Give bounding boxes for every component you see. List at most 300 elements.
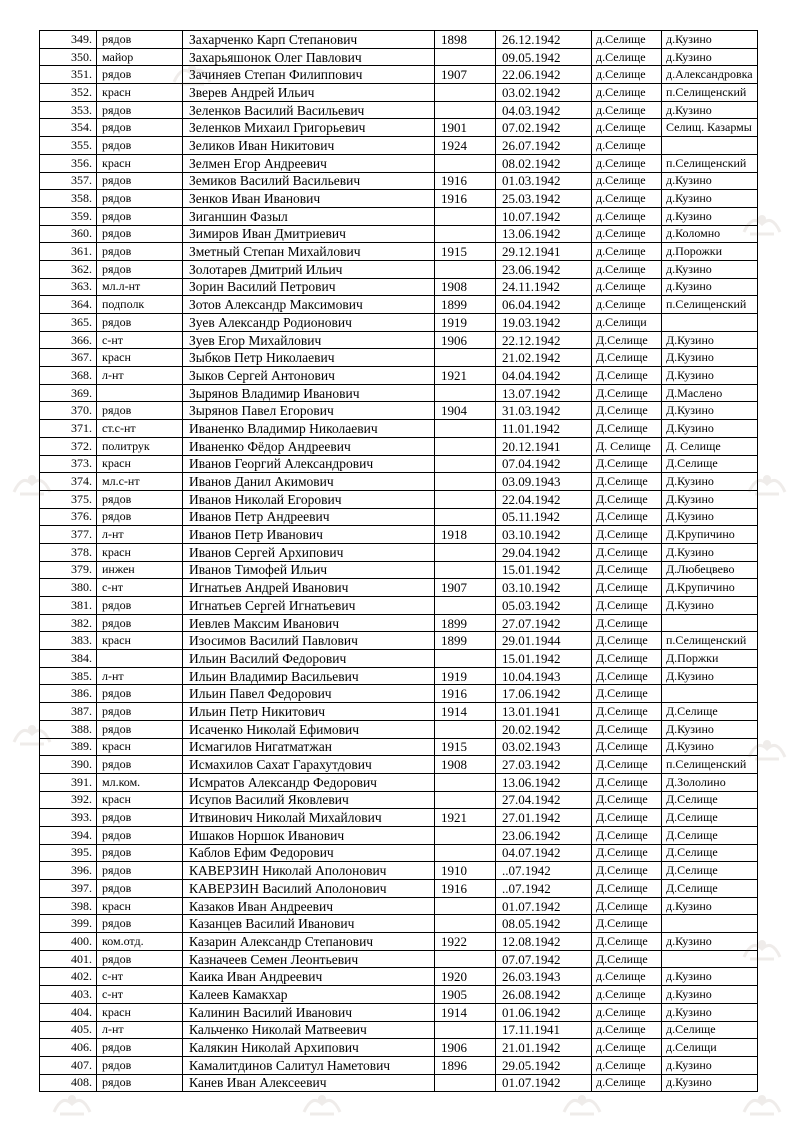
rank-cell: красн [97, 897, 183, 915]
rank-cell: рядов [97, 314, 183, 332]
row-number: 374. [40, 473, 97, 491]
death-date-cell: 03.02.1942 [496, 84, 592, 102]
rank-cell: с-нт [97, 968, 183, 986]
row-number: 363. [40, 278, 97, 296]
birth-year-cell [435, 48, 496, 66]
rank-cell: рядов [97, 172, 183, 190]
burial-place-cell: Д.Селище [662, 844, 758, 862]
birth-year-cell: 1901 [435, 119, 496, 137]
birth-year-cell [435, 508, 496, 526]
death-place-cell: Д.Селище [592, 773, 662, 791]
name-cell: Каблов Ефим Федорович [183, 844, 435, 862]
death-date-cell: 27.07.1942 [496, 614, 592, 632]
death-place-cell: Д.Селище [592, 455, 662, 473]
death-date-cell: 19.03.1942 [496, 314, 592, 332]
rank-cell: рядов [97, 190, 183, 208]
death-date-cell: 12.08.1942 [496, 933, 592, 951]
rank-cell [97, 384, 183, 402]
death-date-cell: 01.07.1942 [496, 1074, 592, 1092]
birth-year-cell [435, 490, 496, 508]
death-date-cell: 03.09.1943 [496, 473, 592, 491]
birth-year-cell [435, 455, 496, 473]
burial-place-cell: Д.Кузино [662, 331, 758, 349]
row-number: 392. [40, 791, 97, 809]
birth-year-cell [435, 101, 496, 119]
row-number: 381. [40, 597, 97, 615]
rank-cell: красн [97, 154, 183, 172]
burial-place-cell: д.Кузино [662, 172, 758, 190]
death-date-cell: 23.06.1942 [496, 826, 592, 844]
death-date-cell: 26.08.1942 [496, 986, 592, 1004]
row-number: 367. [40, 349, 97, 367]
table-row [40, 809, 758, 827]
row-number: 382. [40, 614, 97, 632]
rank-cell: рядов [97, 703, 183, 721]
row-number: 390. [40, 756, 97, 774]
death-place-cell: Д.Селище [592, 561, 662, 579]
name-cell: Ишаков Норшок Иванович [183, 826, 435, 844]
birth-year-cell: 1924 [435, 137, 496, 155]
burial-place-cell: д.Кузино [662, 101, 758, 119]
death-place-cell: Д.Селище [592, 826, 662, 844]
death-place-cell: д.Селище [592, 66, 662, 84]
rank-cell: красн [97, 738, 183, 756]
row-number: 407. [40, 1056, 97, 1074]
burial-place-cell: д.Порожки [662, 243, 758, 261]
name-cell: Казанцев Василий Иванович [183, 915, 435, 933]
table-row [40, 826, 758, 844]
burial-place-cell: Д.Зололино [662, 773, 758, 791]
table-row [40, 685, 758, 703]
row-number: 380. [40, 579, 97, 597]
table-row [40, 703, 758, 721]
row-number: 408. [40, 1074, 97, 1092]
table-row [40, 632, 758, 650]
death-date-cell: 26.03.1943 [496, 968, 592, 986]
death-date-cell: 22.12.1942 [496, 331, 592, 349]
birth-year-cell: 1915 [435, 738, 496, 756]
name-cell: Камалитдинов Салитул Наметович [183, 1056, 435, 1074]
table-row [40, 773, 758, 791]
name-cell: КАВЕРЗИН Николай Аполонович [183, 862, 435, 880]
death-place-cell: Д.Селище [592, 862, 662, 880]
death-place-cell: д.Селище [592, 84, 662, 102]
rank-cell: рядов [97, 844, 183, 862]
death-date-cell: 15.01.1942 [496, 561, 592, 579]
table-row [40, 791, 758, 809]
death-place-cell: Д.Селище [592, 685, 662, 703]
burial-place-cell: Д.Кузино [662, 667, 758, 685]
death-place-cell: д.Селище [592, 119, 662, 137]
rank-cell: рядов [97, 809, 183, 827]
row-number: 365. [40, 314, 97, 332]
row-number: 372. [40, 437, 97, 455]
rank-cell: рядов [97, 950, 183, 968]
birth-year-cell [435, 720, 496, 738]
table-row [40, 137, 758, 155]
row-number: 398. [40, 897, 97, 915]
birth-year-cell [435, 1074, 496, 1092]
death-place-cell: Д.Селище [592, 791, 662, 809]
birth-year-cell [435, 225, 496, 243]
death-date-cell: ..07.1942 [496, 862, 592, 880]
name-cell: Зуев Егор Михайлович [183, 331, 435, 349]
death-place-cell: д.Селище [592, 154, 662, 172]
burial-place-cell: Д.Селище [662, 862, 758, 880]
name-cell: Калинин Василий Иванович [183, 1003, 435, 1021]
death-date-cell: 22.06.1942 [496, 66, 592, 84]
birth-year-cell: 1916 [435, 685, 496, 703]
table-row [40, 614, 758, 632]
table-row [40, 756, 758, 774]
rank-cell: рядов [97, 1074, 183, 1092]
name-cell: Иванов Николай Егорович [183, 490, 435, 508]
birth-year-cell: 1921 [435, 809, 496, 827]
death-place-cell: Д.Селище [592, 490, 662, 508]
burial-place-cell: д.Кузино [662, 1056, 758, 1074]
burial-place-cell: п.Селищенский [662, 84, 758, 102]
birth-year-cell [435, 84, 496, 102]
table-row [40, 260, 758, 278]
burial-place-cell: Д.Кузино [662, 597, 758, 615]
row-number: 401. [40, 950, 97, 968]
name-cell: Калякин Николай Архипович [183, 1039, 435, 1057]
death-place-cell: д.Селище [592, 296, 662, 314]
rank-cell: рядов [97, 31, 183, 49]
death-place-cell: Д.Селище [592, 614, 662, 632]
table-row [40, 880, 758, 898]
rank-cell: л-нт [97, 526, 183, 544]
rank-cell: красн [97, 791, 183, 809]
burial-place-cell [662, 685, 758, 703]
burial-roll-table [39, 30, 758, 1092]
table-row [40, 84, 758, 102]
death-date-cell: 20.12.1941 [496, 437, 592, 455]
burial-place-cell: д.Кузино [662, 897, 758, 915]
death-date-cell: 07.07.1942 [496, 950, 592, 968]
row-number: 349. [40, 31, 97, 49]
table-row [40, 1021, 758, 1039]
birth-year-cell [435, 384, 496, 402]
row-number: 369. [40, 384, 97, 402]
death-place-cell: д.Селище [592, 1021, 662, 1039]
name-cell: Иванов Петр Иванович [183, 526, 435, 544]
table-row [40, 950, 758, 968]
death-place-cell: д.Селище [592, 137, 662, 155]
death-date-cell: 13.06.1942 [496, 225, 592, 243]
death-date-cell: 03.02.1943 [496, 738, 592, 756]
name-cell: Калеев Камакхар [183, 986, 435, 1004]
rank-cell: красн [97, 1003, 183, 1021]
birth-year-cell: 1906 [435, 1039, 496, 1057]
death-place-cell: Д.Селище [592, 756, 662, 774]
death-place-cell: Д.Селище [592, 703, 662, 721]
rank-cell: мл.л-нт [97, 278, 183, 296]
death-date-cell: 01.06.1942 [496, 1003, 592, 1021]
birth-year-cell [435, 773, 496, 791]
death-date-cell: 31.03.1942 [496, 402, 592, 420]
birth-year-cell [435, 561, 496, 579]
table-row [40, 402, 758, 420]
death-place-cell: Д.Селище [592, 950, 662, 968]
death-date-cell: 21.02.1942 [496, 349, 592, 367]
death-place-cell: д.Селище [592, 968, 662, 986]
name-cell: Захарченко Карп Степанович [183, 31, 435, 49]
burial-place-cell: Д.Кузино [662, 738, 758, 756]
table-row [40, 490, 758, 508]
table-row [40, 331, 758, 349]
name-cell: Итвинович Николай Михайлович [183, 809, 435, 827]
row-number: 405. [40, 1021, 97, 1039]
name-cell: Зачиняев Степан Филиппович [183, 66, 435, 84]
birth-year-cell: 1922 [435, 933, 496, 951]
rank-cell: рядов [97, 402, 183, 420]
rank-cell: л-нт [97, 367, 183, 385]
table-row [40, 986, 758, 1004]
death-place-cell: д.Селищи [592, 314, 662, 332]
death-date-cell: 20.02.1942 [496, 720, 592, 738]
birth-year-cell [435, 473, 496, 491]
death-place-cell: Д.Селище [592, 526, 662, 544]
rank-cell: рядов [97, 66, 183, 84]
burial-place-cell: п.Селищенский [662, 296, 758, 314]
burial-place-cell: п.Селищенский [662, 154, 758, 172]
death-date-cell: 24.11.1942 [496, 278, 592, 296]
death-place-cell: Д.Селище [592, 650, 662, 668]
birth-year-cell [435, 543, 496, 561]
birth-year-cell: 1899 [435, 632, 496, 650]
burial-place-cell: Д.Селище [662, 880, 758, 898]
table-row [40, 1074, 758, 1092]
row-number: 359. [40, 207, 97, 225]
watermark-ornament-icon [300, 1090, 344, 1118]
table-row [40, 278, 758, 296]
table-row [40, 650, 758, 668]
burial-place-cell: д.Кузино [662, 1003, 758, 1021]
burial-place-cell: д.Кузино [662, 31, 758, 49]
row-number: 403. [40, 986, 97, 1004]
burial-place-cell: д.Коломно [662, 225, 758, 243]
rank-cell: л-нт [97, 667, 183, 685]
row-number: 386. [40, 685, 97, 703]
name-cell: Зуев Александр Родионович [183, 314, 435, 332]
row-number: 395. [40, 844, 97, 862]
row-number: 353. [40, 101, 97, 119]
burial-place-cell: Д.Кузино [662, 402, 758, 420]
rank-cell: красн [97, 632, 183, 650]
burial-place-cell: Д.Кузино [662, 490, 758, 508]
burial-place-cell: Д.Кузино [662, 473, 758, 491]
death-date-cell: 29.04.1942 [496, 543, 592, 561]
row-number: 371. [40, 420, 97, 438]
burial-place-cell [662, 950, 758, 968]
name-cell: Изосимов Василий Павлович [183, 632, 435, 650]
rank-cell: с-нт [97, 986, 183, 1004]
name-cell: Канев Иван Алексеевич [183, 1074, 435, 1092]
name-cell: Зеленков Михаил Григорьевич [183, 119, 435, 137]
table-row [40, 225, 758, 243]
row-number: 358. [40, 190, 97, 208]
row-number: 399. [40, 915, 97, 933]
name-cell: Казначеев Семен Леонтьевич [183, 950, 435, 968]
death-date-cell: 07.02.1942 [496, 119, 592, 137]
death-date-cell: 17.06.1942 [496, 685, 592, 703]
burial-place-cell: д.Кузино [662, 207, 758, 225]
death-place-cell: д.Селище [592, 1074, 662, 1092]
death-place-cell: д.Селище [592, 101, 662, 119]
birth-year-cell [435, 826, 496, 844]
rank-cell: подполк [97, 296, 183, 314]
burial-place-cell: д.Селище [662, 1021, 758, 1039]
death-place-cell: д.Селище [592, 278, 662, 296]
table-row [40, 915, 758, 933]
row-number: 354. [40, 119, 97, 137]
death-place-cell: Д.Селище [592, 933, 662, 951]
birth-year-cell [435, 260, 496, 278]
death-date-cell: 09.05.1942 [496, 48, 592, 66]
burial-place-cell [662, 137, 758, 155]
table-row [40, 314, 758, 332]
birth-year-cell: 1907 [435, 66, 496, 84]
death-date-cell: 01.07.1942 [496, 897, 592, 915]
rank-cell: мл.с-нт [97, 473, 183, 491]
birth-year-cell: 1916 [435, 190, 496, 208]
rank-cell: рядов [97, 1039, 183, 1057]
name-cell: Иванов Георгий Александрович [183, 455, 435, 473]
row-number: 389. [40, 738, 97, 756]
table-row [40, 455, 758, 473]
table-row [40, 1003, 758, 1021]
row-number: 357. [40, 172, 97, 190]
rank-cell: красн [97, 543, 183, 561]
death-place-cell: д.Селище [592, 1003, 662, 1021]
rank-cell: л-нт [97, 1021, 183, 1039]
row-number: 383. [40, 632, 97, 650]
death-date-cell: 13.01.1941 [496, 703, 592, 721]
burial-place-cell: д.Кузино [662, 278, 758, 296]
death-date-cell: 03.10.1942 [496, 579, 592, 597]
death-date-cell: 11.01.1942 [496, 420, 592, 438]
burial-place-cell: Д.Селище [662, 791, 758, 809]
row-number: 362. [40, 260, 97, 278]
death-place-cell: Д.Селище [592, 473, 662, 491]
row-number: 356. [40, 154, 97, 172]
death-date-cell: 23.06.1942 [496, 260, 592, 278]
name-cell: КАВЕРЗИН Василий Аполонович [183, 880, 435, 898]
rank-cell: мл.ком. [97, 773, 183, 791]
birth-year-cell [435, 597, 496, 615]
name-cell: Каика Иван Андреевич [183, 968, 435, 986]
burial-place-cell: д.Кузино [662, 260, 758, 278]
burial-place-cell: Д.Селище [662, 455, 758, 473]
death-place-cell: д.Селище [592, 172, 662, 190]
birth-year-cell: 1896 [435, 1056, 496, 1074]
name-cell: Ильин Владимир Васильевич [183, 667, 435, 685]
row-number: 366. [40, 331, 97, 349]
rank-cell: рядов [97, 614, 183, 632]
death-place-cell: Д.Селище [592, 632, 662, 650]
table-row [40, 720, 758, 738]
death-date-cell: ..07.1942 [496, 880, 592, 898]
death-place-cell: д.Селище [592, 243, 662, 261]
rank-cell: рядов [97, 508, 183, 526]
name-cell: Игнатьев Сергей Игнатьевич [183, 597, 435, 615]
row-number: 355. [40, 137, 97, 155]
table-row [40, 667, 758, 685]
rank-cell: рядов [97, 597, 183, 615]
name-cell: Казарин Александр Степанович [183, 933, 435, 951]
birth-year-cell: 1916 [435, 172, 496, 190]
table-row [40, 420, 758, 438]
name-cell: Зелмен Егор Андреевич [183, 154, 435, 172]
rank-cell: рядов [97, 207, 183, 225]
rank-cell: майор [97, 48, 183, 66]
birth-year-cell: 1920 [435, 968, 496, 986]
rank-cell: рядов [97, 137, 183, 155]
death-date-cell: 05.03.1942 [496, 597, 592, 615]
burial-place-cell: Д.Поржки [662, 650, 758, 668]
table-row [40, 48, 758, 66]
burial-place-cell: Д.Любецвево [662, 561, 758, 579]
name-cell: Захарьяшонок Олег Павлович [183, 48, 435, 66]
birth-year-cell: 1921 [435, 367, 496, 385]
table-row [40, 154, 758, 172]
table-row [40, 384, 758, 402]
birth-year-cell: 1914 [435, 1003, 496, 1021]
table-row [40, 296, 758, 314]
name-cell: Исмратов Александр Федорович [183, 773, 435, 791]
burial-place-cell: Д.Крупичино [662, 526, 758, 544]
name-cell: Иванов Данил Акимович [183, 473, 435, 491]
burial-place-cell [662, 915, 758, 933]
burial-place-cell: Д.Селище [662, 703, 758, 721]
birth-year-cell: 1908 [435, 278, 496, 296]
row-number: 377. [40, 526, 97, 544]
birth-year-cell: 1914 [435, 703, 496, 721]
name-cell: Иванов Сергей Архипович [183, 543, 435, 561]
name-cell: Иванов Петр Андреевич [183, 508, 435, 526]
table-row [40, 367, 758, 385]
death-place-cell: Д.Селище [592, 331, 662, 349]
death-place-cell: Д.Селище [592, 844, 662, 862]
death-date-cell: 08.05.1942 [496, 915, 592, 933]
rank-cell: рядов [97, 260, 183, 278]
name-cell: Кальченко Николай Матвеевич [183, 1021, 435, 1039]
table-row [40, 243, 758, 261]
birth-year-cell [435, 950, 496, 968]
name-cell: Исмахилов Сахат Гарахутдович [183, 756, 435, 774]
rank-cell: рядов [97, 915, 183, 933]
row-number: 364. [40, 296, 97, 314]
row-number: 360. [40, 225, 97, 243]
rank-cell: красн [97, 455, 183, 473]
row-number: 391. [40, 773, 97, 791]
burial-place-cell [662, 614, 758, 632]
death-place-cell: д.Селище [592, 225, 662, 243]
table-row [40, 101, 758, 119]
burial-place-cell: Д.Кузино [662, 720, 758, 738]
rank-cell: рядов [97, 685, 183, 703]
burial-place-cell: д.Селищи [662, 1039, 758, 1057]
name-cell: Земиков Василий Васильевич [183, 172, 435, 190]
row-number: 370. [40, 402, 97, 420]
birth-year-cell: 1904 [435, 402, 496, 420]
row-number: 387. [40, 703, 97, 721]
birth-year-cell [435, 420, 496, 438]
birth-year-cell [435, 650, 496, 668]
birth-year-cell: 1916 [435, 880, 496, 898]
rank-cell: рядов [97, 119, 183, 137]
